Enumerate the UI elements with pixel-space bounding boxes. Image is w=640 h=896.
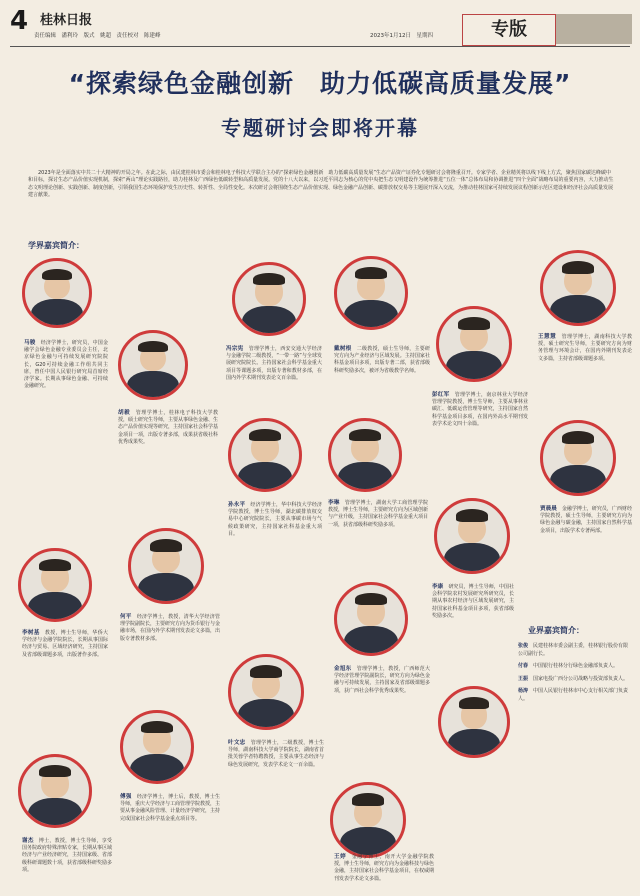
list-item: 王振 国家电投广西分公司战略与投资部负责人。 <box>518 675 629 682</box>
bio-feng: 冯宗宪 管理学博士，西安交通大学经济与金融学院二级教授，“一带一路”与全球发展研究院院长。主持国家社会科学基金重大项目等课题多项，出版专著和教材多部，在国内外学术期刊发表论文百余篇。 <box>226 346 322 381</box>
portrait-dai <box>334 256 408 330</box>
industry-guest-list <box>518 643 630 709</box>
staff-line: 责任编辑 潘利玲 版式 姚超 责任校对 陈建峰 <box>34 33 161 39</box>
portrait-ye <box>228 654 304 730</box>
subheadline: 专题研讨会即将开幕 <box>221 116 419 140</box>
portrait-jia <box>540 420 616 496</box>
headline: “探索绿色金融创新 助力低碳高质量发展” <box>68 69 572 98</box>
portrait-li-shuji <box>18 548 92 622</box>
newspaper-name: 桂林日报 <box>40 13 93 28</box>
portrait-wang-ting <box>330 782 406 858</box>
portrait-fu <box>120 710 194 784</box>
list-item: 杨涛 中国人民银行桂林市中心支行相关部门负责人。 <box>518 688 629 702</box>
bio-ye: 叶文忠 管理学博士，二级教授，博士生导师，湖南科技大学商学院院长，湖南省首批芙蓉学者特聘教授，主要从事生态经济与绿色发展研究，发表学术论文一百余篇。 <box>228 740 324 768</box>
scholars-heading: 学界嘉宾简介： <box>28 241 84 250</box>
bio-jia: 贾晨晨 金融学博士，研究员，广西财经学院教授，硕士生导师，主要研究方向为绿色金融与碳金融，主持国家自然科学基金项目，出版学术专著两部。 <box>540 506 632 534</box>
bio-sun: 孙永平 经济学博士，华中科技大学经济学院教授，博士生导师，湖北碳排放权交易中心研究院院长，主要从事碳市场与气候政策研究，主持国家社科基金重大项目。 <box>228 502 322 537</box>
portrait-xie <box>18 754 92 828</box>
bio-li-shuji: 李树基 教授，博士生导师，华侨大学经济与金融学院院长，长期从事国际经济与贸易、区域经济研究，主持国家及省部级课题多项，出版著作多部。 <box>22 630 108 658</box>
bio-he: 何平 经济学博士，教授，清华大学经济管理学院副院长，主要研究方向为货币银行与金融市场，在国内外学术期刊发表论文多篇，出版专著教材多部。 <box>120 614 221 642</box>
bio-dai: 戴树根 二级教授，硕士生导师，主要研究方向为产业经济与区域发展。主持国家社科基金项目多项，出版专著二部，获省部级科研奖励多次，被评为省级教学名师。 <box>334 346 430 374</box>
portrait-sun <box>128 528 204 604</box>
portrait-hu <box>118 330 188 400</box>
header-rule <box>10 46 630 47</box>
section-banner: 专版 <box>462 14 556 46</box>
bio-ma-jun: 马骏 经济学博士，研究员，中国金融学会绿色金融专业委员会主任，北京绿色金融与可持续发展研究院院长，G20可持续金融工作组共同主席，曾任中国人民银行研究局首席经济学家。长期从事绿色金融、可持续金融研究。 <box>24 340 108 390</box>
bio-xie: 谢杰 博士，教授，博士生导师，享受国务院政府特殊津贴专家，长期从事区域经济与产业经济研究，主持国家级、省部级科研课题数十项，获省部级科研奖励多项。 <box>22 838 113 873</box>
bio-jin: 金旭东 管理学博士，教授，广西师范大学经济管理学院副院长，研究方向为绿色金融与可持续发展，主持国家及省部级课题多项，获广西社会科学优秀成果奖。 <box>334 666 430 694</box>
bio-li-kang: 李康 研究员，博士生导师，中国社会科学院农村发展研究所研究员，长期从事农村经济与区域发展研究，主持国家社科基金项目多项，获省部级奖励多次。 <box>432 584 514 619</box>
intro-paragraph: 2023年是全面落实中共二十大精神的开局之年。在此之际，由民建桂林市委会和桂林电子科技大学联合主办的“探索绿色金融创新 助力低碳高质量发展”生态产品资产证券化专题研讨会将隆重召开。专家学者、企业精英将以线下线上方式，聚焦国家碳达峰碳中和目标，探讨生态产品价值实现机制，探索“两山”理论实践路径，助力桂林及广西绿色低碳转型和高质量发展。党的十八大以来，以习近平同志为核心的党中央把生态文明建设作为统筹推进“五位一体”总体布局和协调推进“四个全面”战略布局的重要内容，大力推动生态文明理论创新、实践创新、制度创新，引领我国生态环境保护发生历史性、转折性、全局性变化。本次研讨会将围绕生态产品价值实现、绿色金融产品创新、碳排放权交易等主题展开深入交流，为推动桂林国家可持续发展议程创新示范区建设和经济社会高质量发展建言献策。 <box>28 170 614 199</box>
bio-peng: 彭红军 管理学博士，南京林业大学经济管理学院教授，博士生导师，主要从事林业碳汇、低碳运营管理等研究，主持国家自然科学基金项目多项，在国内外高水平期刊发表学术论文四十余篇。 <box>432 392 528 427</box>
bio-wang-huihui: 王慧慧 管理学博士，湖南科技大学教授，硕士研究生导师，主要研究方向为财务管理与环境会计，在国内外期刊发表论文多篇，主持省部级课题多项。 <box>538 334 632 362</box>
industry-heading: 业界嘉宾简介： <box>528 626 584 635</box>
portrait-feng <box>232 262 306 336</box>
portrait-zhang <box>228 418 302 492</box>
page-header <box>0 0 640 50</box>
portrait-li-kang <box>334 582 408 656</box>
portrait-female-2 <box>434 498 510 574</box>
portrait-wang-huihui <box>540 250 616 326</box>
list-item: 付春 中国银行桂林分行绿色金融部负责人。 <box>518 663 619 670</box>
date-line: 2023年1月12日 星期四 <box>370 33 433 39</box>
portrait-peng <box>436 306 512 382</box>
page-number: 4 <box>10 6 29 36</box>
bio-wang-ting: 王婷 金融学博士，南开大学金融学院教授，博士生导师，研究方向为金融科技与绿色金融，主持国家社会科学基金项目，在权威期刊发表学术论文多篇。 <box>334 854 435 882</box>
bio-fu: 傅强 经济学博士，博士后，教授，博士生导师，重庆大学经济与工商管理学院教授，主要从事金融风险管理、计量经济学研究，主持完成国家社会科学基金重点项目等。 <box>120 794 221 822</box>
list-item: 张俊 民建桂林市委会副主委，桂林银行股份有限公司副行长。 <box>518 643 629 657</box>
portrait-li-lin <box>328 418 402 492</box>
portrait-jin <box>438 686 510 758</box>
bio-hu: 胡毅 管理学博士，桂林电子科技大学教授，硕士研究生导师，主要从事绿色金融、生态产品价值实现等研究，主持国家社会科学基金项目一项，出版专著多部，成果获省级社科优秀成果奖。 <box>118 410 219 445</box>
portrait-ma-jun <box>22 258 92 328</box>
banner-decoration <box>556 14 632 44</box>
bio-li-lin: 李琳 管理学博士，湖南大学工商管理学院教授，博士生导师，主要研究方向为区域创新与产业升级，主持国家社会科学基金重大项目一项，获省部级科研奖励多项。 <box>328 500 429 528</box>
